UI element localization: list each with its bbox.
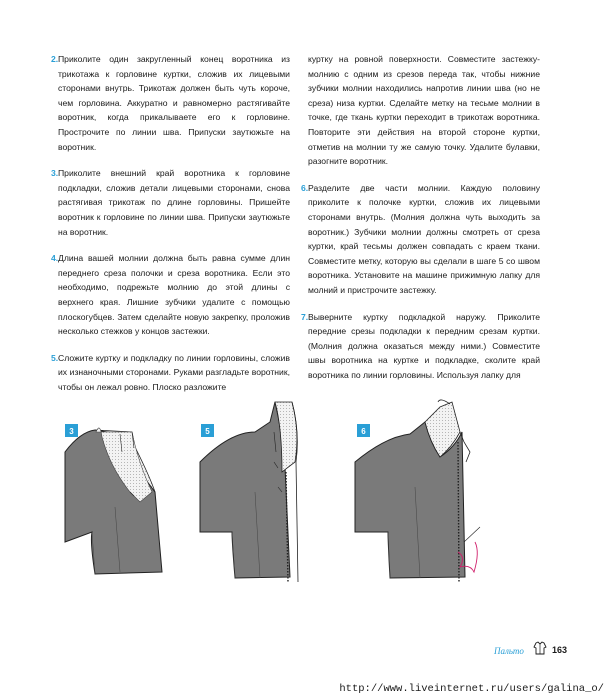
figure-5-badge: 5 [205,427,210,436]
step-3 [51,166,290,239]
figure-3-drawing [65,428,162,574]
illustrations [60,392,560,592]
step-text: Приколите внешний край воротника к горловине подкладки, сложив детали лицевыми сторонами, снова растягивая трикотаж по длине горловины. Пришейте воротник к горловине по линии шва. Припуски заутюжьте на воротник. [58,168,290,237]
right-column [301,52,540,394]
page-number: 163 [552,645,568,655]
step-5-continued [308,52,540,169]
step-text: Длина вашей молнии должна быть равна сумме длин переднего среза полочки и среза воротника. Если это необходимо, подрежьте молнию до этой длины с верхнего края. Лишние зубчики удалите с помощью плоскогубцев. Затем сделайте новую закрепку, проложив несколько стежков у концов застежки. [58,253,290,337]
jacket-icon [533,641,547,660]
step-6 [301,181,540,298]
figure-6-badge: 6 [361,427,366,436]
figure-6-drawing [355,400,480,582]
step-4 [51,251,290,339]
step-2 [51,52,290,154]
step-text: Сложите куртку и подкладку по линии горловины, сложив их изнаночными сторонами. Руками разгладьте воротник, чтобы он лежал ровно. Плоско разложите [58,352,290,392]
step-text: Разделите две части молнии. Каждую половину приколите к полочке куртки, сложив их лицевыми сторонами внутрь. (Молния должна чуть выходить за воротник.) Зубчики молнии должны смотреть от среза куртки, край тесьмы должен совпадать с краем ткани. Совместите метку, которую вы сделали в шаге 5 со швом воротника. Установите на машине прижимную лапку для молний и пристрочите застежку. [308,182,540,295]
footer-chapter-title: Пальто [494,646,524,656]
figure-3-badge: 3 [69,427,74,436]
garment-illustrations [60,392,560,592]
step-number: 6. [301,182,309,193]
step-5 [51,351,290,395]
left-column [51,52,290,406]
step-text: Выверните куртку подкладкой наружу. Приколите передние срезы подкладки к передним срезам куртки. (Молния должна оказаться между ними.) Совместите швы воротника на куртке и подкладке, сколите край воротника по линии горловины. Используя лапку для [308,311,540,380]
step-number: 5. [51,352,59,363]
source-url[interactable]: http://www.liveinternet.ru/users/galina_o/ [339,683,604,695]
source-url-bar [0,680,612,699]
step-text: Приколите один закругленный конец воротника из трикотажа к горловине куртки, сложив их лицевыми сторонами внутрь. Трикотаж должен быть чуть короче, чем горловина. Аккуратно и равномерно растягивайте воротник, когда прикалываете его к горловине. Прострочите по линии шва. Припуски заутюжьте на воротник. [58,54,290,152]
step-number: 4. [51,253,59,264]
step-number: 2. [51,54,59,64]
step-number: 7. [301,311,309,322]
step-7 [301,310,540,383]
step-text: куртку на ровной поверхности. Совместите застежку-молнию с одним из срезов переда так, чтобы нижние зубчики молнии находились напротив линии шва (но не среза) низа куртки. Сделайте метку на тесьме молнии в точке, где ткань куртки переходит в трикотаж воротника. Повторите эти действия на второй стороне куртки, отметив на молнии ту же самую точку. Удалите булавки, разогните воротник. [308,54,540,167]
step-number: 3. [51,168,59,179]
figure-5-drawing [200,402,298,582]
